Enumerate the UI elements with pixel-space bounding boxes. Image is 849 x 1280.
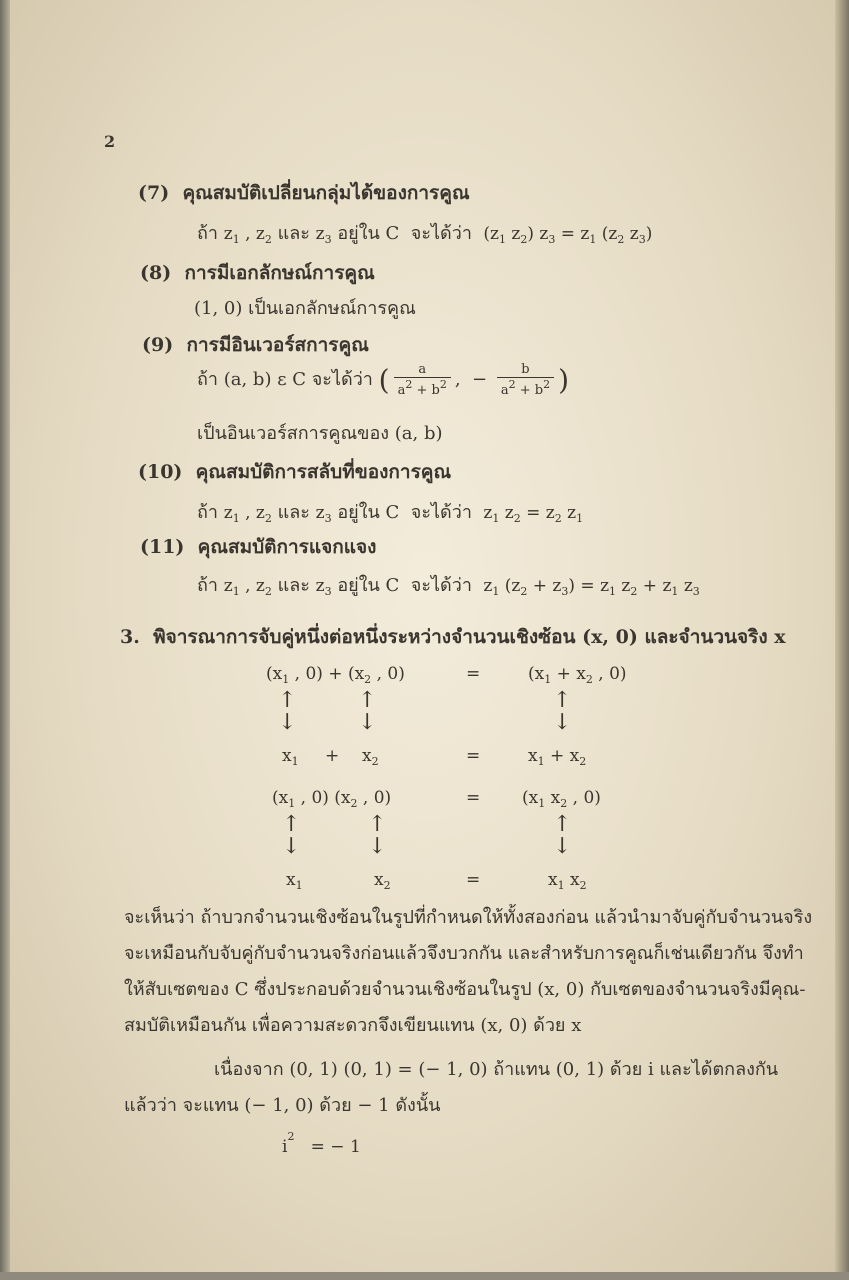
diagram-row4-x1: $x_1$ [286, 870, 303, 892]
diagram-row4-rhs: $x_1$ $x_2$ [548, 870, 587, 892]
section-3-heading: 3. พิจารณาการจับคู่หนึ่งต่อหนึ่งระหว่างจำนวนเชิงซ้อน (x, 0) และจำนวนจริง x [120, 626, 786, 648]
paragraph-line: แล้วว่า จะแทน (− 1, 0) ด้วย − 1 ดังนั้น [124, 1095, 441, 1116]
item-10-body: ถ้า $z_1$ , $z_2$ และ $z_3$ อยู่ใน C จะได้ว่า $z_1$ $z_2 = z_2$ $z_1$ [197, 502, 584, 525]
item-10-heading: (10) คุณสมบัติการสลับที่ของการคูณ [138, 461, 452, 483]
paragraph-line: จะเหมือนกับจับคู่กับจำนวนจริงก่อนแล้วจึงบวกกัน และสำหรับการคูณก็เช่นเดียวกัน จึงทำ [124, 943, 804, 964]
paragraph-1 [124, 900, 824, 1044]
item-9-heading: (9) การมีอินเวอร์สการคูณ [142, 334, 369, 356]
diagram-row2-x2: $x_2$ [362, 746, 379, 768]
item-7-heading: (7) คุณสมบัติเปลี่ยนกลุ่มได้ของการคูณ [138, 182, 470, 204]
arrow-up-down-icon: ↑ ↓ [368, 812, 387, 859]
arrow-up-down-icon: ↑ ↓ [553, 688, 572, 735]
page-edge-right [835, 0, 849, 1280]
page-number: 2 [104, 132, 116, 151]
diagram-row3-lhs: ($x_1$ , 0) ($x_2$ , 0) [272, 788, 392, 810]
item-9-formula: ถ้า (a, b) ε C จะได้ว่า ( $\frac{a}{a^2 + b^2}$ , − $\frac{b}{a^2 + b^2}$ ) [197, 362, 570, 398]
item-7-body: ถ้า $z_1$ , $z_2$ และ $z_3$ อยู่ใน C จะได้ว่า ($z_1$ $z_2$) $z_3 = z_1$ ($z_2$ $z_3$) [197, 223, 653, 246]
diagram-row4-x2: $x_2$ [374, 870, 391, 892]
diagram-row1-rhs: ($x_1 + x_2$ , 0) [528, 664, 627, 686]
diagram-row2-plus: + [325, 746, 340, 766]
final-equation: $i^2$ = − 1 [282, 1130, 361, 1157]
diagram-row3-rhs: ($x_1$ $x_2$ , 0) [522, 788, 601, 810]
paragraph-line: ให้สับเซตของ C ซึ่งประกอบด้วยจำนวนเชิงซ้อนในรูป (x, 0) กับเซตของจำนวนจริงมีคุณ- [124, 979, 806, 1000]
item-11-heading: (11) คุณสมบัติการแจกแจง [140, 536, 377, 558]
item-9-body2: เป็นอินเวอร์สการคูณของ (a, b) [197, 423, 443, 444]
diagram-row1-eq: = [466, 664, 481, 684]
diagram-row1-lhs: ($x_1$ , $0) + (x_2$ , 0) [266, 664, 405, 686]
page-edge-bottom [0, 1272, 849, 1280]
arrow-up-down-icon: ↑ ↓ [278, 688, 297, 735]
arrow-up-down-icon: ↑ ↓ [358, 688, 377, 735]
paragraph-2 [124, 1052, 824, 1124]
fraction-a: $\frac{a}{a^2 + b^2}$ [394, 362, 451, 398]
diagram-row4-eq: = [466, 870, 481, 890]
item-8-body: (1, 0) เป็นเอกลักษณ์การคูณ [194, 298, 416, 319]
paragraph-line: สมบัติเหมือนกัน เพื่อความสะดวกจึงเขียนแทน (x, 0) ด้วย x [124, 1015, 582, 1036]
fraction-b: $\frac{b}{a^2 + b^2}$ [497, 362, 554, 398]
arrow-up-down-icon: ↑ ↓ [553, 812, 572, 859]
arrow-up-down-icon: ↑ ↓ [282, 812, 301, 859]
item-11-body: ถ้า $z_1$ , $z_2$ และ $z_3$ อยู่ใน C จะได้ว่า $z_1$ $(z_2 + z_3) = z_1$ $z_2 + z_1$ $z_3$ [197, 575, 700, 598]
page-edge-left [0, 0, 10, 1280]
paragraph-line: จะเห็นว่า ถ้าบวกจำนวนเชิงซ้อนในรูปที่กำหนดให้ทั้งสองก่อน แล้วนำมาจับคู่กับจำนวนจริง [124, 907, 813, 928]
paragraph-line: เนื่องจาก (0, 1) (0, 1) = (− 1, 0) ถ้าแทน (0, 1) ด้วย i และได้ตกลงกัน [214, 1059, 779, 1080]
diagram-row2-eq: = [466, 746, 481, 766]
diagram-row2-x1: $x_1$ [282, 746, 299, 768]
item-8-heading: (8) การมีเอกลักษณ์การคูณ [140, 262, 375, 284]
diagram-row3-eq: = [466, 788, 481, 808]
diagram-row2-rhs: $x_1 + x_2$ [528, 746, 587, 768]
